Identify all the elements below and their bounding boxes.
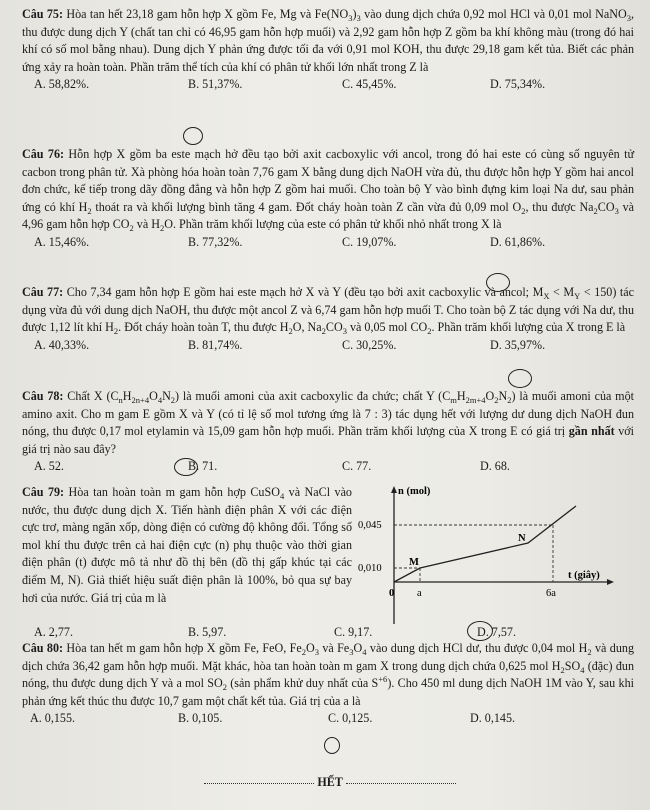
option-c: C. 0,125. (328, 711, 373, 726)
divider (346, 783, 456, 784)
y-axis-label: n (mol) (398, 486, 431, 497)
answer-mark (174, 458, 198, 476)
option-b: B. 71. (188, 459, 218, 474)
question-76: Câu 76: Hỗn hợp X gồm ba este mạch hở đều tạo bởi axit cacboxylic với ancol, trong đó hai este có cùng số nguyên tử cacbon trong phân tử. Xà phòng hóa hoàn toàn 7,76 gam X bằng dung dịch NaOH vừa đủ, thu được hỗn hợp Y gồm hai ancol đơn chức, kế tiếp trong dãy đồng đẳng và hỗn hợp Z gồm hai muối. Cho toàn bộ Y vào bình đựng kim loại Na dư, sau phản ứng có khí $H_2$ thoát ra và khối lượng bình tăng 4 gam. Đốt cháy hoàn toàn Z cần vừa đủ 0,09 mol $O_2$, thu được $Na_2CO_3$ và 4,96 gam hỗn hợp $CO_2$ và $H_2O$. Phần trăm khối lượng của este có phân tử khối nhỏ nhất trong X là A. 15,46%. B. 77,32%. C. 19,07%. D. 61,86%. (22, 146, 634, 251)
divider (204, 783, 314, 784)
x-axis-label: t (giây) (568, 570, 600, 581)
option-d: D. 75,34%. (490, 77, 546, 92)
question-label: Câu 76: (22, 147, 65, 161)
question-79: Câu 79: Hòa tan hoàn toàn m gam hỗn hợp CuSO$_4$ và NaCl vào nước, thu được dung dịch X. Tiến hành điện phân X với các điện cực trơ, màng ngăn xốp, dòng điện có cường độ không đổi. Tổng số mol khí thu được trên cả hai điện cực (n) phụ thuộc vào thời gian điện phân (t) được mô tả như đồ thị bên (đồ thị gấp khúc tại các điểm M, N). Giả thiết hiệu suất điện phân là 100%, bỏ qua sự bay hơi của nước. Giá trị của m là (22, 485, 352, 605)
option-c: C. 19,07%. (342, 234, 397, 249)
answer-mark (508, 369, 532, 388)
answer-mark (486, 273, 510, 292)
question-label: Câu 75: (22, 7, 63, 21)
option-d: D. 0,145. (470, 711, 516, 726)
option-c: C. 9,17. (334, 625, 373, 639)
option-d: D. 7,57. (477, 625, 516, 639)
question-label: Câu 80: (22, 641, 64, 655)
end-marker (180, 774, 480, 792)
answer-mark (467, 621, 493, 641)
options (22, 458, 634, 475)
x-tick-a: a (417, 588, 422, 599)
option-b: B. 5,97. (188, 625, 227, 639)
option-d: D. 68. (480, 459, 510, 474)
point-m-label: M (409, 557, 419, 568)
option-a: A. 0,155. (30, 711, 76, 726)
options (22, 76, 634, 93)
electrolysis-graph (358, 484, 618, 634)
option-d: D. 35,97%. (490, 337, 546, 352)
y-tick-0010: 0,010 (358, 563, 382, 574)
option-b: B. 77,32%. (188, 234, 243, 249)
option-a: A. 58,82%. (34, 77, 90, 92)
x-tick-0: 0 (389, 588, 395, 599)
option-c: C. 30,25%. (342, 337, 397, 352)
y-axis-arrow (391, 486, 397, 493)
x-axis-arrow (607, 579, 614, 585)
question-78: Câu 78: Chất X $(C_nH_{2n+4}O_4N_2)$ là muối amoni của axit cacboxylic đa chức; chất Y $(C_mH_{2m+4}O_2N_2)$ là muối amoni của một amino axit. Cho m gam E gồm X và Y (có tỉ lệ số mol tương ứng là 7 : 3) tác dụng hết với lượng dư dung dịch NaOH đun nóng, thu được 0,17 mol etylamin và 15,09 gam hỗn hợp muối. Phần trăm khối lượng của X trong E có giá trị gần nhất với giá trị nào sau đây? A. 52. B. 71. C. 77. D. 68. (22, 388, 634, 475)
option-c: C. 45,45%. (342, 77, 397, 92)
answer-mark (183, 127, 203, 145)
question-label: Câu 79: (22, 485, 65, 499)
options (22, 337, 634, 354)
question-77: Câu 77: Cho 7,34 gam hỗn hợp E gồm hai este mạch hở X và Y (đều tạo bởi axit cacboxylic và ancol; $M_X < M_Y < 150$) tác dụng vừa đủ với dung dịch NaOH, thu được một ancol Z và 6,74 gam hỗn hợp muối T. Cho toàn bộ Z tác dụng với Na dư, thu được 1,12 lít khí $H_2$. Đốt cháy hoàn toàn T, thu được $H_2O$, $Na_2CO_3$ và 0,05 mol $CO_2$. Phần trăm khối lượng của X trong E là A. 40,33%. B. 81,74%. C. 30,25%. D. 35,97%. (22, 284, 634, 354)
option-a: A. 15,46%. (34, 234, 90, 249)
option-a: A. 40,33%. (34, 337, 90, 352)
question-75: Câu 75: Hòa tan hết 23,18 gam hỗn hợp X gồm Fe, Mg và $Fe(NO_3)_3$ vào dung dịch chứa 0,92 mol HCl và 0,01 mol NaNO$_3$, thu được dung dịch Y (chất tan chỉ có 46,95 gam hỗn hợp muối) và 2,92 gam hỗn hợp Z gồm ba khí không màu (trong đó hai khí có số mol bằng nhau). Dung dịch Y phản ứng được tối đa với 0,91 mol KOH, thu được 29,18 gam kết tủa. Biết các phản ứng xảy ra hoàn toàn. Phần trăm thể tích của khí có phân tử khối lớn nhất trong Z là A. 58,82%. B. 51,37%. C. 45,45%. D. 75,34%. (22, 6, 634, 93)
question-label: Câu 78: (22, 389, 64, 403)
end-label: HẾT (317, 775, 343, 789)
x-tick-6a: 6a (546, 588, 556, 599)
point-n-label: N (518, 533, 526, 544)
option-a: A. 2,77. (34, 625, 73, 639)
answer-mark (324, 737, 340, 754)
option-a: A. 52. (34, 459, 64, 474)
option-b: B. 0,105. (178, 711, 223, 726)
option-b: B. 51,37%. (188, 77, 243, 92)
options (22, 234, 634, 251)
question-label: Câu 77: (22, 285, 64, 299)
option-c: C. 77. (342, 459, 372, 474)
option-d: D. 61,86%. (490, 234, 546, 249)
y-tick-0045: 0,045 (358, 520, 382, 531)
option-b: B. 81,74%. (188, 337, 243, 352)
question-80: Câu 80: Hòa tan hết m gam hỗn hợp X gồm Fe, FeO, $Fe_2O_3$ và $Fe_3O_4$ vào dung dịch HCl dư, thu được 0,04 mol $H_2$ và dung dịch chứa 36,42 gam hỗn hợp muối. Mặt khác, hòa tan hoàn toàn m gam X trong dung dịch chứa 0,625 mol $H_2SO_4$ (đặc) đun nóng, thu được dung dịch Y và a mol $SO_2$ (sản phẩm khử duy nhất của $S^{+6}$). Cho 450 ml dung dịch NaOH 1M vào Y, sau khi phản ứng kết thúc thu được 10,7 gam một chất kết tủa. Giá trị của a là A. 0,155. B. 0,105. C. 0,125. D. 0,145. (22, 640, 634, 727)
graph-line (394, 506, 576, 582)
options (22, 710, 634, 727)
